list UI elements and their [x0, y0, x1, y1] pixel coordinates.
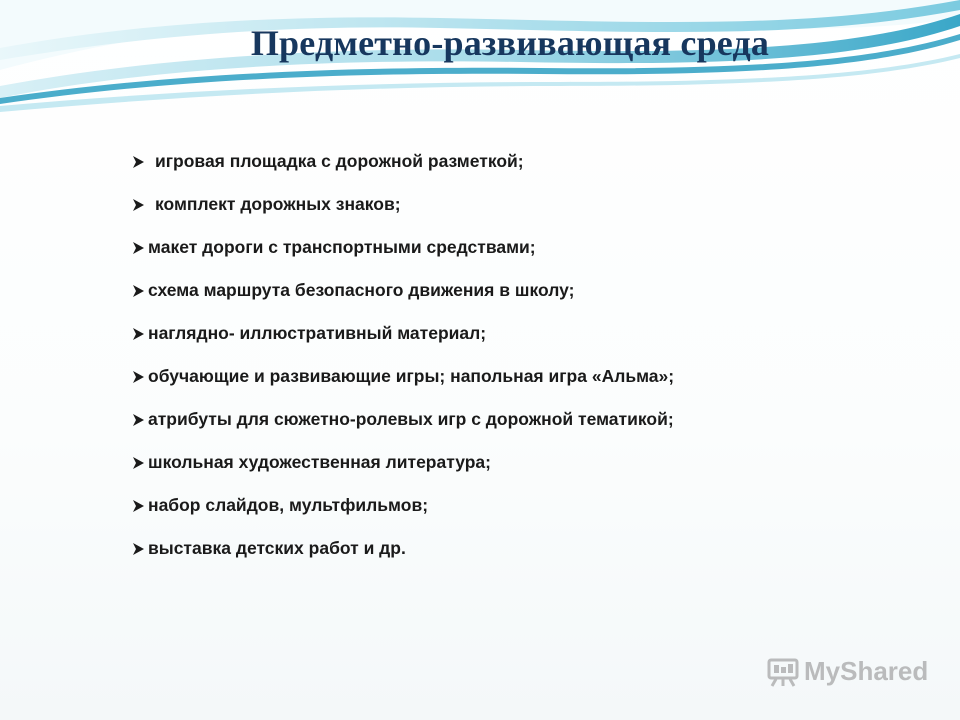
- list-item: [131, 441, 674, 484]
- list-item-text: атрибуты для сюжетно-ролевых игр с дорожной тематикой;: [148, 409, 674, 429]
- list-item-text: схема маршрута безопасного движения в школу;: [148, 280, 575, 300]
- arrowhead-bullet-icon: [131, 370, 145, 384]
- arrowhead-bullet-icon: [131, 499, 145, 513]
- list-item: [131, 312, 674, 355]
- list-item-text: комплект дорожных знаков;: [155, 194, 401, 214]
- list-item-text: наглядно- иллюстративный материал;: [148, 323, 487, 343]
- list-item: [131, 398, 674, 441]
- list-item: [131, 226, 674, 269]
- presentation-board-icon: [766, 657, 800, 687]
- list-item: [131, 484, 674, 527]
- arrowhead-bullet-icon: [131, 155, 145, 169]
- list-item-text: обучающие и развивающие игры; напольная игра «Альма»;: [148, 366, 675, 386]
- list-item: [131, 269, 674, 312]
- arrowhead-bullet-icon: [131, 327, 145, 341]
- page-title: Предметно-развивающая среда: [250, 23, 770, 63]
- arrowhead-bullet-icon: [131, 284, 145, 298]
- watermark-text: MyShared: [804, 656, 929, 686]
- content-list: [131, 140, 674, 570]
- watermark: [766, 656, 928, 687]
- list-item-text: выставка детских работ и др.: [148, 538, 406, 558]
- arrowhead-bullet-icon: [131, 198, 145, 212]
- list-item-text: макет дороги с транспортными средствами;: [148, 237, 536, 257]
- list-item: [131, 527, 674, 570]
- header-wave-decoration: [0, 0, 960, 130]
- list-item: [131, 183, 674, 226]
- list-item: [131, 140, 674, 183]
- list-item: [131, 355, 674, 398]
- list-item-text: школьная художественная литература;: [148, 452, 491, 472]
- list-item-text: набор слайдов, мультфильмов;: [148, 495, 429, 515]
- arrowhead-bullet-icon: [131, 456, 145, 470]
- arrowhead-bullet-icon: [131, 413, 145, 427]
- list-item-text: игровая площадка с дорожной разметкой;: [155, 151, 524, 171]
- arrowhead-bullet-icon: [131, 241, 145, 255]
- arrowhead-bullet-icon: [131, 542, 145, 556]
